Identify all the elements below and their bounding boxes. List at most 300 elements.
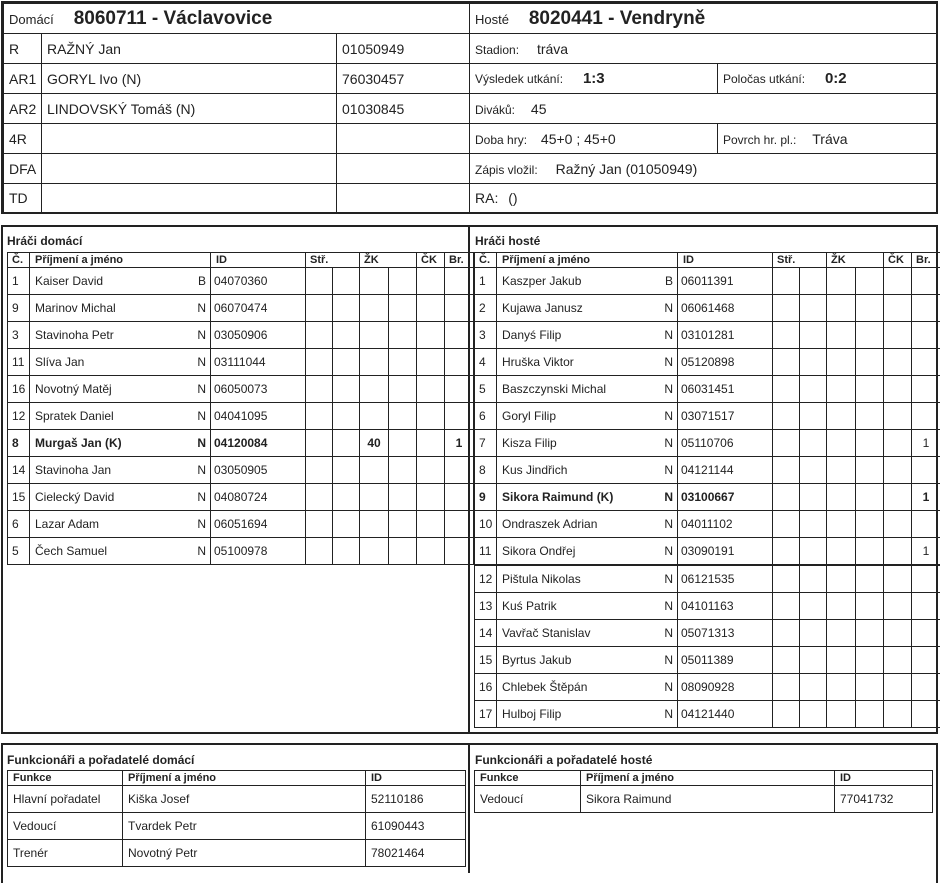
goalkeeper-cell bbox=[445, 511, 474, 538]
player-row bbox=[8, 349, 474, 376]
away-label: Hosté bbox=[475, 12, 509, 27]
player-name: Byrtus Jakub bbox=[497, 647, 664, 674]
goalkeeper-cell bbox=[912, 593, 940, 620]
goalkeeper-cell bbox=[912, 565, 940, 593]
goals-cell-2 bbox=[800, 620, 827, 647]
yellow-card-cell bbox=[827, 593, 856, 620]
player-flag: B bbox=[664, 268, 678, 295]
col-num: Č. bbox=[8, 253, 30, 268]
red-card-cell bbox=[417, 322, 445, 349]
player-number: 5 bbox=[475, 376, 497, 403]
td-name bbox=[42, 184, 337, 213]
yellow-card-cell bbox=[360, 376, 389, 403]
stadium-cell bbox=[470, 34, 937, 64]
player-flag: N bbox=[197, 457, 211, 484]
player-number: 2 bbox=[475, 295, 497, 322]
surface-cell bbox=[718, 124, 937, 154]
player-row bbox=[475, 268, 940, 295]
goals-cell bbox=[306, 430, 333, 457]
yellow-card-cell bbox=[827, 403, 856, 430]
player-id: 05110706 bbox=[678, 430, 773, 457]
col-name: Příjmení a jméno bbox=[30, 253, 211, 268]
player-name: Stavinoha Petr bbox=[30, 322, 197, 349]
col-id: ID bbox=[678, 253, 773, 268]
player-id: 03101281 bbox=[678, 322, 773, 349]
yellow-card-cell-2 bbox=[389, 457, 417, 484]
player-name: Kujawa Janusz bbox=[497, 295, 664, 322]
yellow-card-cell-2 bbox=[856, 647, 884, 674]
yellow-card-cell bbox=[360, 295, 389, 322]
player-row bbox=[8, 457, 474, 484]
goals-cell bbox=[773, 268, 800, 295]
away-officials-title: Funkcionáři a pořadatelé hosté bbox=[475, 753, 652, 767]
official-name: Sikora Raimund bbox=[581, 786, 835, 813]
goals-cell-2 bbox=[800, 565, 827, 593]
player-flag: N bbox=[664, 538, 678, 566]
player-number: 10 bbox=[475, 511, 497, 538]
player-id: 05120898 bbox=[678, 349, 773, 376]
player-number: 4 bbox=[475, 349, 497, 376]
yellow-card-cell-2 bbox=[389, 484, 417, 511]
red-card-cell bbox=[417, 295, 445, 322]
yellow-card-cell bbox=[827, 430, 856, 457]
player-number: 3 bbox=[8, 322, 30, 349]
yellow-card-cell bbox=[827, 268, 856, 295]
yellow-card-cell-2 bbox=[389, 376, 417, 403]
player-flag: N bbox=[664, 620, 678, 647]
col-goals: Stř. bbox=[306, 253, 360, 268]
player-flag: N bbox=[664, 457, 678, 484]
yellow-card-cell-2 bbox=[389, 403, 417, 430]
player-id: 04121440 bbox=[678, 701, 773, 728]
goalkeeper-cell bbox=[445, 322, 474, 349]
goalkeeper-cell bbox=[912, 349, 940, 376]
player-id: 03090191 bbox=[678, 538, 773, 566]
goals-cell bbox=[773, 322, 800, 349]
result-cell bbox=[470, 64, 718, 94]
official-name: Tvardek Petr bbox=[123, 813, 366, 840]
duration-label: Doba hry: bbox=[475, 133, 527, 147]
yellow-card-cell-2 bbox=[856, 403, 884, 430]
player-row bbox=[8, 484, 474, 511]
player-name: Čech Samuel bbox=[30, 538, 197, 565]
yellow-card-cell bbox=[827, 674, 856, 701]
player-flag: N bbox=[197, 511, 211, 538]
goals-cell bbox=[773, 647, 800, 674]
player-row bbox=[475, 565, 940, 593]
player-name: Slíva Jan bbox=[30, 349, 197, 376]
goals-cell bbox=[773, 295, 800, 322]
home-label: Domácí bbox=[9, 12, 54, 27]
player-row bbox=[475, 295, 940, 322]
player-row bbox=[475, 403, 940, 430]
player-number: 1 bbox=[8, 268, 30, 295]
player-row bbox=[475, 647, 940, 674]
official-role: Vedoucí bbox=[8, 813, 123, 840]
player-number: 13 bbox=[475, 593, 497, 620]
player-flag: N bbox=[664, 295, 678, 322]
player-number: 8 bbox=[8, 430, 30, 457]
col-yellow: ŽK bbox=[360, 253, 417, 268]
yellow-card-cell bbox=[827, 538, 856, 566]
yellow-card-cell-2 bbox=[856, 457, 884, 484]
col-name: Příjmení a jméno bbox=[497, 253, 678, 268]
player-name: Vavřač Stanislav bbox=[497, 620, 664, 647]
official-role: Trenér bbox=[8, 840, 123, 867]
official-row bbox=[8, 786, 466, 813]
col-id: ID bbox=[211, 253, 306, 268]
player-name: Ondraszek Adrian bbox=[497, 511, 664, 538]
goals-cell-2 bbox=[333, 538, 360, 565]
home-team-cell bbox=[4, 4, 470, 34]
red-card-cell bbox=[884, 484, 912, 511]
player-id: 04120084 bbox=[211, 430, 306, 457]
duration-value: 45+0 ; 45+0 bbox=[541, 131, 616, 147]
yellow-card-cell-2 bbox=[856, 484, 884, 511]
col-red: ČK bbox=[417, 253, 445, 268]
goals-cell-2 bbox=[800, 674, 827, 701]
col-id: ID bbox=[366, 771, 466, 786]
player-number: 5 bbox=[8, 538, 30, 565]
goals-cell bbox=[773, 430, 800, 457]
player-flag: N bbox=[197, 322, 211, 349]
player-name: Baszczynski Michal bbox=[497, 376, 664, 403]
player-row bbox=[8, 511, 474, 538]
player-row bbox=[475, 322, 940, 349]
official-id: 77041732 bbox=[835, 786, 933, 813]
player-flag: N bbox=[664, 511, 678, 538]
yellow-card-cell-2 bbox=[856, 430, 884, 457]
red-card-cell bbox=[417, 349, 445, 376]
match-header bbox=[1, 1, 938, 214]
red-card-cell bbox=[884, 701, 912, 728]
red-card-cell bbox=[417, 538, 445, 565]
yellow-card-cell bbox=[827, 457, 856, 484]
goalkeeper-cell bbox=[912, 376, 940, 403]
surface-label: Povrch hr. pl.: bbox=[723, 133, 796, 147]
goals-cell-2 bbox=[333, 268, 360, 295]
official-role: Hlavní pořadatel bbox=[8, 786, 123, 813]
player-flag: N bbox=[664, 403, 678, 430]
yellow-card-cell-2 bbox=[389, 511, 417, 538]
spectators-cell bbox=[470, 94, 937, 124]
yellow-card-cell bbox=[827, 349, 856, 376]
player-name: Murgaš Jan (K) bbox=[30, 430, 197, 457]
goals-cell-2 bbox=[800, 376, 827, 403]
player-id: 03071517 bbox=[678, 403, 773, 430]
goals-cell-2 bbox=[333, 457, 360, 484]
player-id: 06051694 bbox=[211, 511, 306, 538]
goals-cell-2 bbox=[333, 295, 360, 322]
ar1-name: GORYL Ivo (N) bbox=[42, 64, 337, 94]
player-name: Kuś Patrik bbox=[497, 593, 664, 620]
red-card-cell bbox=[417, 430, 445, 457]
dfa-id bbox=[337, 154, 470, 184]
goals-cell-2 bbox=[800, 430, 827, 457]
ar2-role: AR2 bbox=[4, 94, 42, 124]
player-flag: N bbox=[664, 593, 678, 620]
goals-cell bbox=[773, 538, 800, 566]
yellow-card-cell bbox=[360, 322, 389, 349]
red-card-cell bbox=[417, 376, 445, 403]
player-number: 8 bbox=[475, 457, 497, 484]
goals-cell-2 bbox=[800, 538, 827, 566]
yellow-card-cell bbox=[827, 565, 856, 593]
goalkeeper-cell bbox=[912, 701, 940, 728]
player-number: 7 bbox=[475, 430, 497, 457]
table-header bbox=[8, 771, 466, 786]
duration-cell bbox=[470, 124, 718, 154]
player-flag: N bbox=[664, 484, 678, 511]
yellow-card-cell bbox=[827, 376, 856, 403]
fourth-official-name bbox=[42, 124, 337, 154]
goals-cell-2 bbox=[333, 376, 360, 403]
player-row bbox=[8, 322, 474, 349]
surface-value: Tráva bbox=[812, 131, 847, 147]
goals-cell bbox=[306, 403, 333, 430]
yellow-card-cell-2 bbox=[389, 538, 417, 565]
player-id: 06121535 bbox=[678, 565, 773, 593]
goals-cell bbox=[306, 457, 333, 484]
red-card-cell bbox=[884, 565, 912, 593]
ar2-id: 01030845 bbox=[337, 94, 470, 124]
yellow-card-cell-2 bbox=[389, 322, 417, 349]
yellow-card-cell-2 bbox=[856, 511, 884, 538]
yellow-card-cell-2 bbox=[856, 295, 884, 322]
player-name: Stavinoha Jan bbox=[30, 457, 197, 484]
player-id: 04121144 bbox=[678, 457, 773, 484]
yellow-card-cell: 40 bbox=[360, 430, 389, 457]
yellow-card-cell-2 bbox=[389, 295, 417, 322]
player-number: 6 bbox=[8, 511, 30, 538]
player-number: 1 bbox=[475, 268, 497, 295]
goalkeeper-cell bbox=[912, 674, 940, 701]
yellow-card-cell-2 bbox=[389, 349, 417, 376]
player-name: Chlebek Štěpán bbox=[497, 674, 664, 701]
player-name: Novotný Matěj bbox=[30, 376, 197, 403]
red-card-cell bbox=[417, 484, 445, 511]
player-id: 08090928 bbox=[678, 674, 773, 701]
red-card-cell bbox=[884, 674, 912, 701]
stadium-value: tráva bbox=[537, 41, 568, 57]
yellow-card-cell-2 bbox=[389, 268, 417, 295]
td-role: TD bbox=[4, 184, 42, 213]
stadium-label: Stadion: bbox=[475, 43, 519, 57]
player-name: Pištula Nikolas bbox=[497, 565, 664, 593]
player-id: 04101163 bbox=[678, 593, 773, 620]
player-flag: N bbox=[664, 376, 678, 403]
player-id: 03050906 bbox=[211, 322, 306, 349]
player-name: Hulboj Filip bbox=[497, 701, 664, 728]
red-card-cell bbox=[884, 403, 912, 430]
home-team: 8060711 - Václavovice bbox=[74, 8, 273, 29]
player-name: Sikora Ondřej bbox=[497, 538, 664, 566]
yellow-card-cell-2 bbox=[856, 322, 884, 349]
player-name: Kaiser David bbox=[30, 268, 197, 295]
player-flag: N bbox=[664, 701, 678, 728]
player-id: 06050073 bbox=[211, 376, 306, 403]
officials-divider bbox=[468, 743, 470, 873]
goals-cell bbox=[773, 511, 800, 538]
player-flag: N bbox=[664, 349, 678, 376]
player-flag: N bbox=[664, 430, 678, 457]
player-name: Kisza Filip bbox=[497, 430, 664, 457]
player-id: 04011102 bbox=[678, 511, 773, 538]
player-row bbox=[475, 620, 940, 647]
player-name: Goryl Filip bbox=[497, 403, 664, 430]
player-flag: B bbox=[197, 268, 211, 295]
player-flag: N bbox=[664, 674, 678, 701]
goals-cell-2 bbox=[800, 484, 827, 511]
player-name: Danyś Filip bbox=[497, 322, 664, 349]
player-flag: N bbox=[197, 430, 211, 457]
away-team-cell bbox=[470, 4, 937, 34]
ra-cell bbox=[470, 184, 937, 213]
goals-cell bbox=[306, 322, 333, 349]
official-id: 52110186 bbox=[366, 786, 466, 813]
spectators-label: Diváků: bbox=[475, 103, 515, 117]
goals-cell-2 bbox=[800, 511, 827, 538]
official-row bbox=[8, 813, 466, 840]
table-header bbox=[475, 253, 940, 268]
player-id: 06011391 bbox=[678, 268, 773, 295]
yellow-card-cell-2 bbox=[856, 268, 884, 295]
player-row bbox=[475, 538, 940, 566]
player-name: Kaszper Jakub bbox=[497, 268, 664, 295]
player-flag: N bbox=[197, 403, 211, 430]
player-row bbox=[475, 349, 940, 376]
player-id: 03111044 bbox=[211, 349, 306, 376]
halftime-label: Poločas utkání: bbox=[723, 72, 805, 86]
goals-cell bbox=[773, 565, 800, 593]
goals-cell-2 bbox=[800, 403, 827, 430]
away-players-title: Hráči hosté bbox=[475, 234, 540, 248]
col-name: Příjmení a jméno bbox=[123, 771, 366, 786]
player-id: 03100667 bbox=[678, 484, 773, 511]
yellow-card-cell bbox=[827, 295, 856, 322]
player-flag: N bbox=[664, 647, 678, 674]
player-name: Kus Jindřich bbox=[497, 457, 664, 484]
entered-by-label: Zápis vložil: bbox=[475, 163, 538, 177]
player-number: 14 bbox=[475, 620, 497, 647]
official-row bbox=[8, 840, 466, 867]
player-id: 05100978 bbox=[211, 538, 306, 565]
player-id: 04070360 bbox=[211, 268, 306, 295]
player-row bbox=[475, 674, 940, 701]
goals-cell bbox=[773, 593, 800, 620]
yellow-card-cell bbox=[827, 647, 856, 674]
player-id: 06061468 bbox=[678, 295, 773, 322]
goals-cell-2 bbox=[800, 593, 827, 620]
player-flag: N bbox=[197, 349, 211, 376]
goals-cell bbox=[306, 538, 333, 565]
goals-cell bbox=[773, 376, 800, 403]
player-row bbox=[8, 376, 474, 403]
goals-cell-2 bbox=[333, 403, 360, 430]
goalkeeper-cell bbox=[912, 647, 940, 674]
player-name: Cielecký David bbox=[30, 484, 197, 511]
player-row bbox=[8, 295, 474, 322]
goals-cell-2 bbox=[800, 647, 827, 674]
ar1-id: 76030457 bbox=[337, 64, 470, 94]
red-card-cell bbox=[884, 620, 912, 647]
red-card-cell bbox=[884, 295, 912, 322]
player-flag: N bbox=[197, 376, 211, 403]
goals-cell bbox=[306, 268, 333, 295]
goalkeeper-cell: 1 bbox=[912, 484, 940, 511]
official-name: Novotný Petr bbox=[123, 840, 366, 867]
goals-cell bbox=[306, 376, 333, 403]
home-players-title: Hráči domácí bbox=[7, 234, 82, 248]
col-num: Č. bbox=[475, 253, 497, 268]
goalkeeper-cell bbox=[445, 376, 474, 403]
col-role: Funkce bbox=[475, 771, 581, 786]
official-name: Kiška Josef bbox=[123, 786, 366, 813]
goalkeeper-cell bbox=[445, 484, 474, 511]
goals-cell bbox=[773, 620, 800, 647]
player-row bbox=[8, 268, 474, 295]
player-number: 11 bbox=[475, 538, 497, 566]
player-number: 17 bbox=[475, 701, 497, 728]
yellow-card-cell-2 bbox=[856, 565, 884, 593]
goalkeeper-cell bbox=[912, 295, 940, 322]
goalkeeper-cell bbox=[445, 538, 474, 565]
goals-cell-2 bbox=[800, 457, 827, 484]
td-id bbox=[337, 184, 470, 213]
player-flag: N bbox=[197, 295, 211, 322]
yellow-card-cell-2 bbox=[856, 701, 884, 728]
goals-cell bbox=[306, 511, 333, 538]
player-number: 15 bbox=[475, 647, 497, 674]
player-id: 05071313 bbox=[678, 620, 773, 647]
goalkeeper-cell: 1 bbox=[912, 538, 940, 566]
col-id: ID bbox=[835, 771, 933, 786]
player-row bbox=[475, 376, 940, 403]
red-card-cell bbox=[884, 647, 912, 674]
yellow-card-cell-2 bbox=[856, 620, 884, 647]
player-id: 03050905 bbox=[211, 457, 306, 484]
player-number: 9 bbox=[8, 295, 30, 322]
halftime-value: 0:2 bbox=[825, 70, 847, 87]
dfa-role: DFA bbox=[4, 154, 42, 184]
player-name: Marinov Michal bbox=[30, 295, 197, 322]
goals-cell-2 bbox=[333, 322, 360, 349]
player-flag: N bbox=[664, 322, 678, 349]
away-players-table bbox=[474, 252, 940, 728]
result-label: Výsledek utkání: bbox=[475, 72, 563, 86]
player-id: 06070474 bbox=[211, 295, 306, 322]
goals-cell bbox=[773, 349, 800, 376]
ar1-role: AR1 bbox=[4, 64, 42, 94]
goalkeeper-cell bbox=[912, 403, 940, 430]
red-card-cell bbox=[884, 376, 912, 403]
spectators-value: 45 bbox=[531, 101, 547, 117]
goals-cell bbox=[306, 484, 333, 511]
player-number: 3 bbox=[475, 322, 497, 349]
goals-cell-2 bbox=[800, 349, 827, 376]
player-number: 16 bbox=[475, 674, 497, 701]
yellow-card-cell bbox=[360, 349, 389, 376]
yellow-card-cell bbox=[360, 538, 389, 565]
col-goals: Stř. bbox=[773, 253, 827, 268]
player-row bbox=[475, 593, 940, 620]
goalkeeper-cell bbox=[445, 349, 474, 376]
home-officials-title: Funkcionáři a pořadatelé domácí bbox=[7, 753, 194, 767]
player-number: 14 bbox=[8, 457, 30, 484]
goals-cell-2 bbox=[333, 349, 360, 376]
goals-cell-2 bbox=[333, 511, 360, 538]
yellow-card-cell bbox=[360, 457, 389, 484]
